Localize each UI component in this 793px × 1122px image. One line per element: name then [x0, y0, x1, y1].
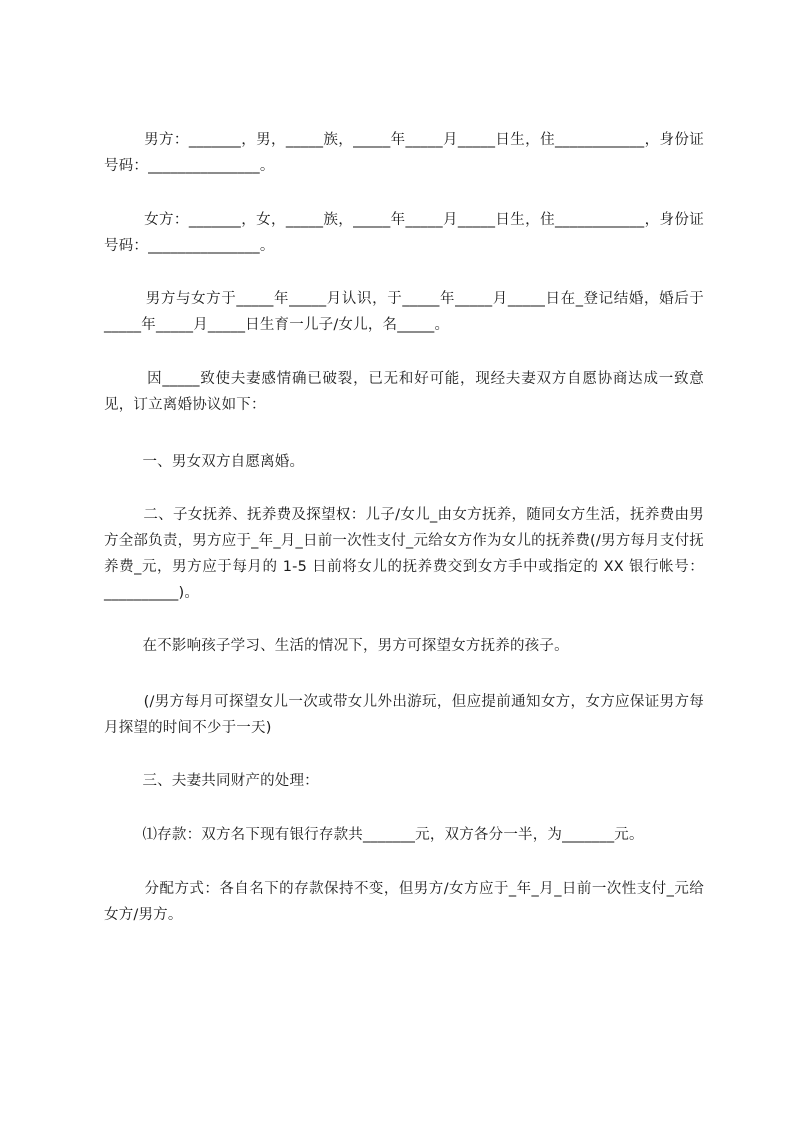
paragraph-visitation-detail: (/男方每月可探望女儿一次或带女儿外出游玩，但应提前通知女方，女方应保证男方每月探望的时间不少于一天)	[104, 694, 704, 736]
paragraph-marriage-history: 男方与女方于_____年_____月认识，于_____年_____月_____日在_登记结婚，婚后于_____年_____月_____日生育一儿子/女儿，名_____。	[104, 291, 705, 333]
paragraph-clause-1: 一、男女双方自愿离婚。	[104, 454, 305, 470]
paragraph-divorce-reason: 因_____致使夫妻感情确已破裂，已无和好可能，现经夫妻双方自愿协商达成一致意见，订立离婚协议如下：	[104, 371, 704, 413]
paragraph-male-party-info: 男方：_______，男，_____族，_____年_____月_____日生，住____________，身份证号码：_______________。	[104, 132, 704, 174]
paragraph-clause-3-property: 三、夫妻共同财产的处理：	[104, 773, 319, 789]
paragraph-distribution-method: 分配方式：各自名下的存款保持不变，但男方/女方应于_年_月_日前一次性支付_元给女方/男方。	[104, 881, 704, 923]
paragraph-female-party-info: 女方：_______，女，_____族，_____年_____月_____日生，住____________，身份证号码：_______________。	[104, 212, 704, 254]
paragraph-savings: ⑴存款：双方名下现有银行存款共_______元，双方各分一半，为_______元。	[104, 827, 644, 843]
paragraph-clause-2-custody: 二、子女抚养、抚养费及探望权：儿子/女儿_由女方抚养，随同女方生活，抚养费由男方全部负责，男方应于_年_月_日前一次性支付_元给女方作为女儿的抚养费(/男方每月支付抚养费_元，男方应于每月的 1-5 日前将女儿的抚养费交到女方手中或指定的 XX 银行帐号：__________)。	[104, 507, 704, 601]
paragraph-visitation: 在不影响孩子学习、生活的情况下，男方可探望女方抚养的孩子。	[104, 638, 569, 654]
